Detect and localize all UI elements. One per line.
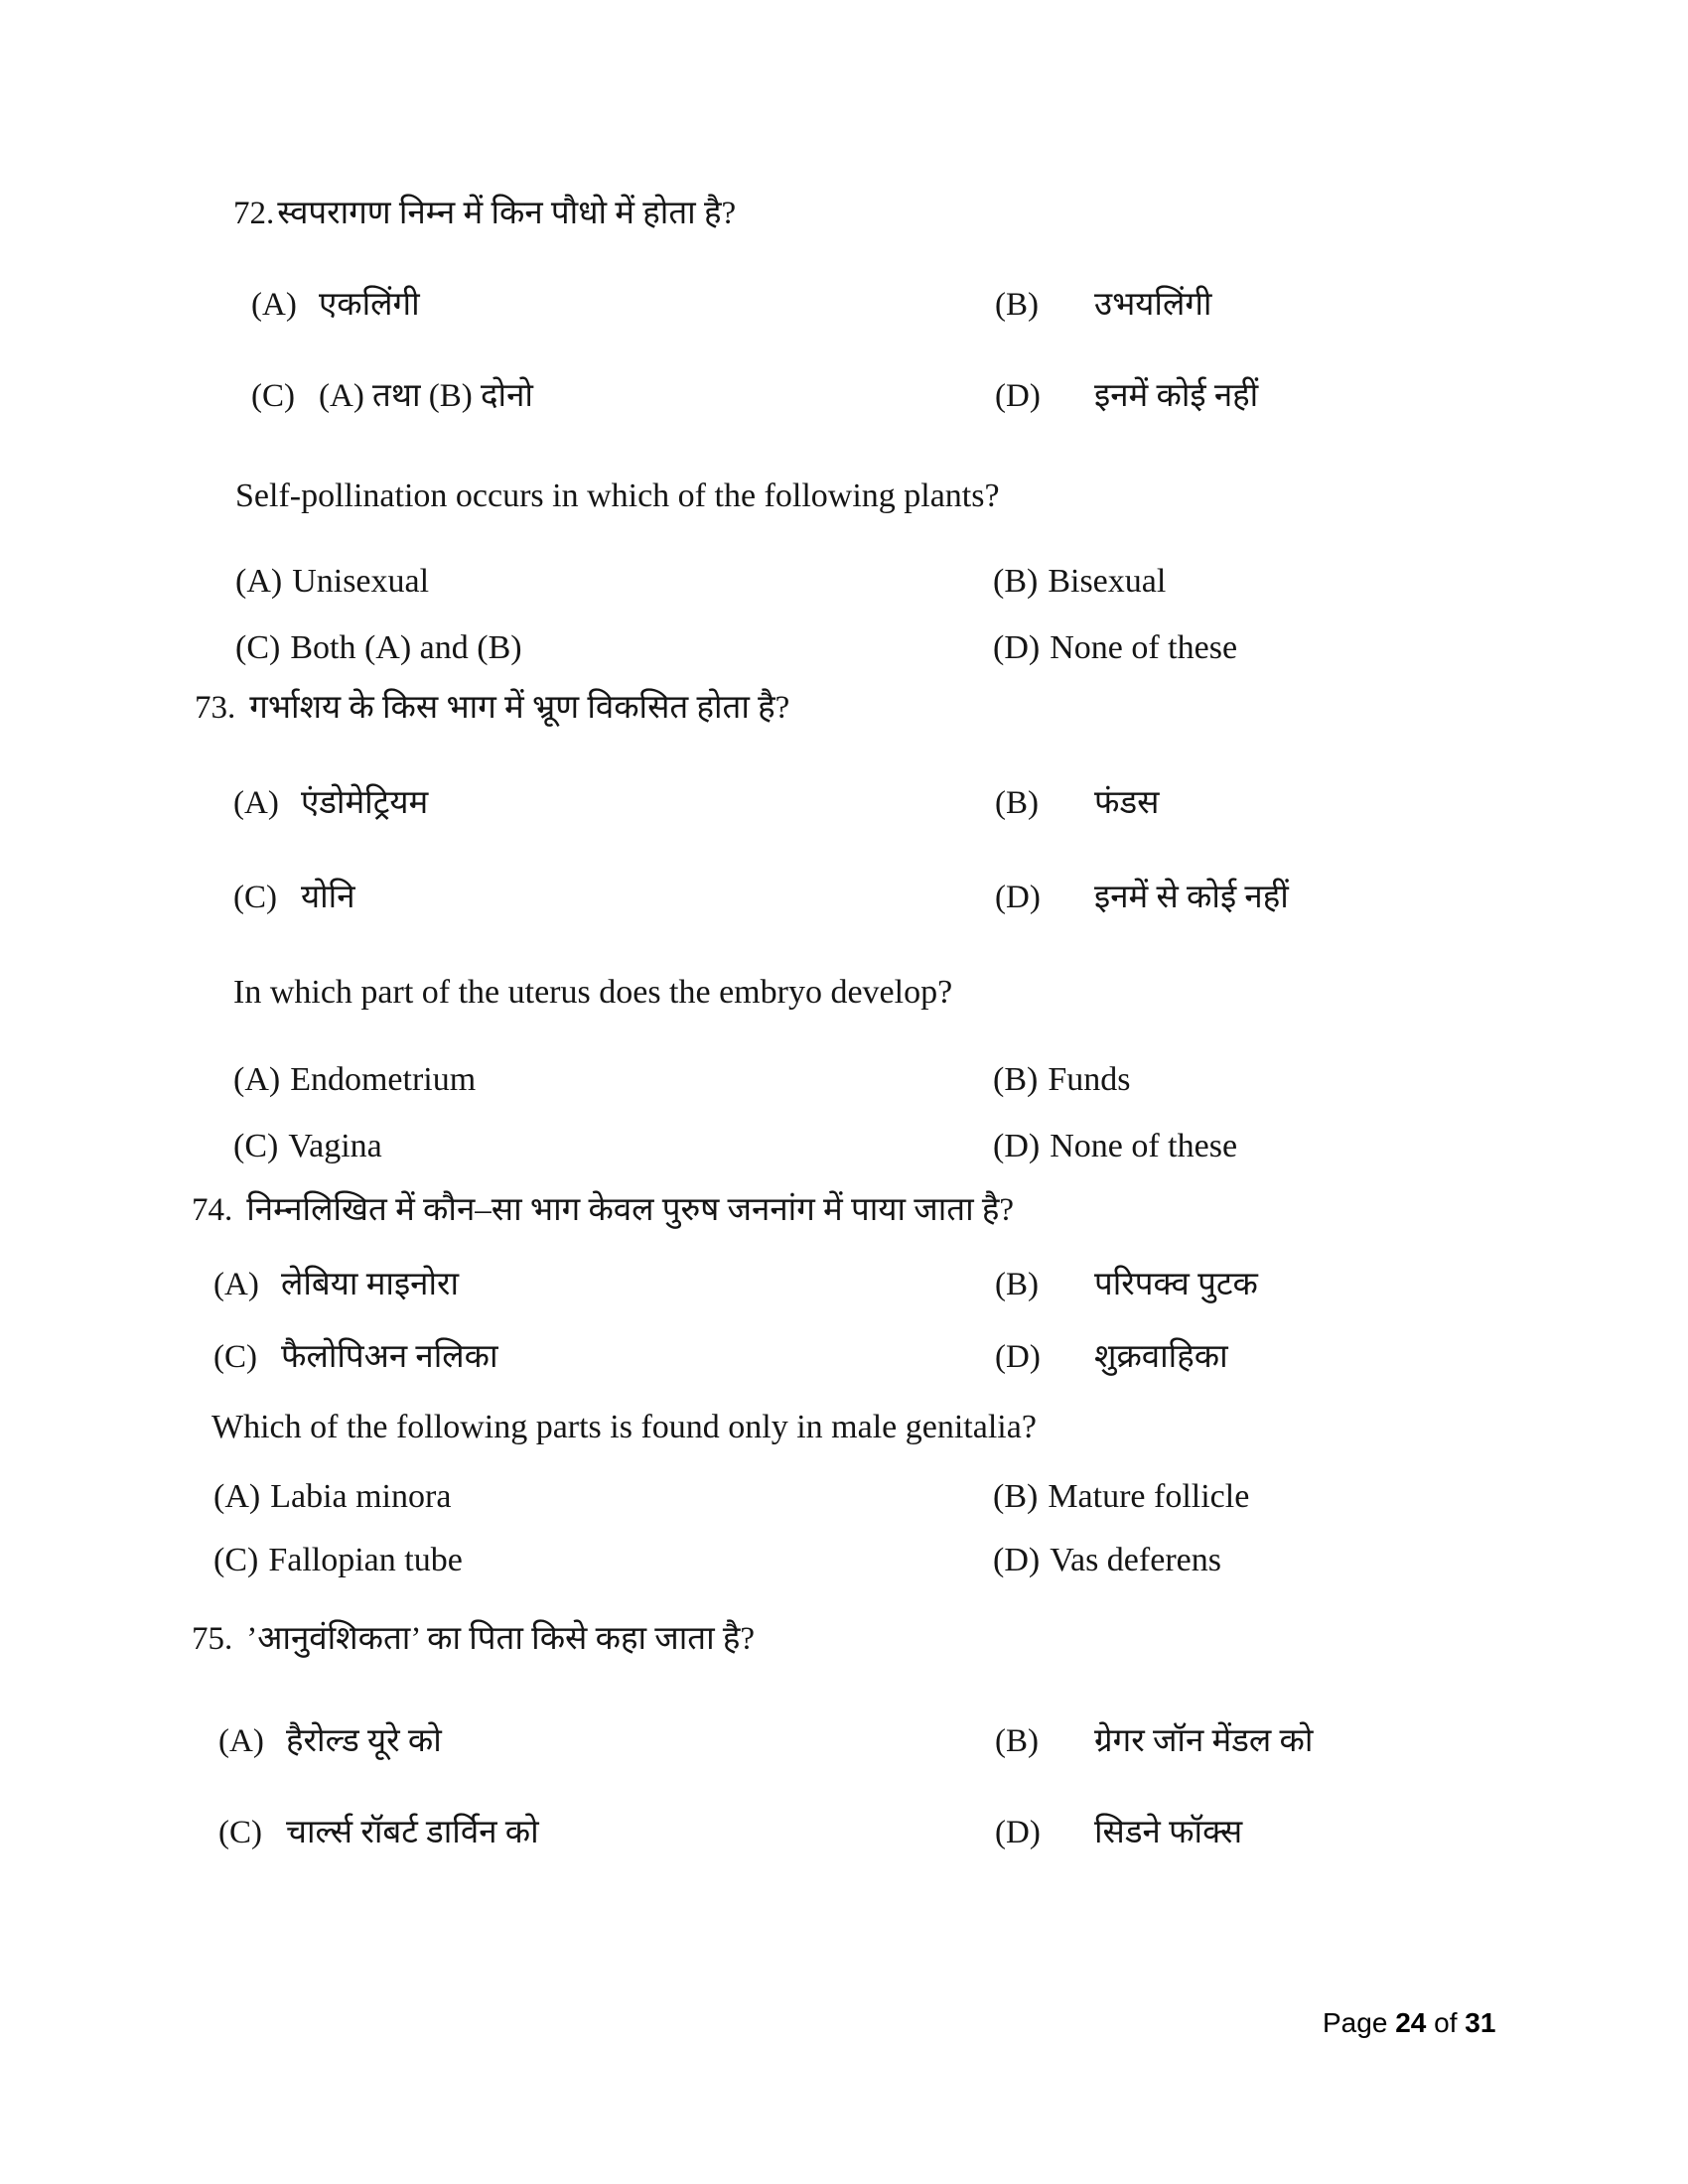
- option-text: उभयलिंगी: [1094, 287, 1212, 323]
- option-letter: (C): [251, 378, 295, 414]
- option-text: Both (A) and (B): [290, 629, 522, 666]
- q74-hindi-option-b: [995, 1266, 1258, 1305]
- footer-page-label: Page: [1323, 2007, 1388, 2038]
- q72-english-option-b: [993, 562, 1166, 603]
- option-letter: (A): [213, 1478, 261, 1515]
- question-75-hindi-text: ’आनुवंशिकता’ का पिता किसे कहा जाता है?: [246, 1621, 756, 1657]
- q72-english-option-a: [235, 562, 429, 603]
- option-letter: (B): [995, 287, 1039, 323]
- q74-english-option-d: [993, 1541, 1221, 1581]
- option-text: इनमें से कोई नहीं: [1094, 880, 1289, 915]
- option-text: फंडस: [1094, 785, 1160, 821]
- question-75-hindi: [192, 1620, 755, 1660]
- option-letter: (A): [251, 287, 297, 323]
- option-letter: (D): [995, 378, 1041, 414]
- q73-hindi-option-a: [233, 784, 428, 824]
- question-74-hindi-text: निम्नलिखित में कौन–सा भाग केवल पुरुष जननांग में पाया जाता है?: [246, 1192, 1015, 1228]
- q74-hindi-option-a: [213, 1266, 459, 1305]
- option-letter: (A): [218, 1723, 264, 1759]
- option-text: Endometrium: [290, 1061, 477, 1098]
- q72-english-option-d: [993, 628, 1237, 669]
- option-letter: (D): [995, 880, 1041, 915]
- question-74-hindi: [192, 1191, 1014, 1231]
- option-letter: (C): [213, 1339, 257, 1375]
- option-text: Vagina: [288, 1128, 382, 1164]
- option-letter: (D): [993, 629, 1041, 666]
- q74-hindi-option-d: [995, 1338, 1228, 1378]
- option-text: चार्ल्स रॉबर्ट डार्विन को: [286, 1815, 539, 1850]
- footer-of-label: of: [1434, 2007, 1458, 2038]
- option-letter: (B): [993, 563, 1039, 600]
- q72-hindi-option-b: [995, 286, 1211, 326]
- option-text: Mature follicle: [1048, 1478, 1250, 1515]
- q74-english-option-a: [213, 1477, 451, 1518]
- option-text: शुक्रवाहिका: [1094, 1339, 1228, 1375]
- q72-hindi-option-c: [251, 377, 533, 417]
- q72-english-option-c: [235, 628, 522, 669]
- option-letter: (A): [235, 563, 283, 600]
- question-73-hindi-text: गर्भाशय के किस भाग में भ्रूण विकसित होता है?: [249, 690, 790, 726]
- option-text: परिपक्व पुटक: [1094, 1267, 1258, 1302]
- option-text: एंडोमेट्रियम: [301, 785, 429, 821]
- option-letter: (B): [995, 785, 1039, 821]
- option-text: None of these: [1050, 1128, 1238, 1164]
- page-footer: [1323, 2007, 1495, 2039]
- option-text: None of these: [1050, 629, 1238, 666]
- option-text: लेबिया माइनोरा: [281, 1267, 460, 1302]
- question-73-number: 73.: [195, 690, 236, 726]
- option-letter: (D): [995, 1815, 1041, 1850]
- question-73-english: In which part of the uterus does the embryo develop?: [233, 974, 953, 1011]
- option-text: इनमें कोई नहीं: [1094, 378, 1259, 414]
- option-letter: (B): [995, 1723, 1039, 1759]
- q74-hindi-option-c: [213, 1338, 498, 1378]
- option-letter: (C): [213, 1542, 259, 1578]
- option-letter: (A): [233, 1061, 281, 1098]
- q73-hindi-option-d: [995, 879, 1289, 918]
- footer-current-page: 24: [1395, 2007, 1427, 2038]
- option-letter: (A): [213, 1267, 259, 1302]
- option-text: फैलोपिअन नलिका: [281, 1339, 498, 1375]
- question-75-number: 75.: [192, 1621, 233, 1657]
- question-72-english: Self-pollination occurs in which of the following plants?: [235, 478, 1000, 514]
- option-letter: (D): [993, 1542, 1041, 1578]
- question-72-number: 72.: [233, 196, 275, 231]
- option-letter: (C): [218, 1815, 262, 1850]
- option-letter: (D): [993, 1128, 1041, 1164]
- option-letter: (C): [235, 629, 281, 666]
- q74-english-option-b: [993, 1477, 1249, 1518]
- option-text: ग्रेगर जॉन मेंडल को: [1094, 1723, 1314, 1759]
- option-letter: (B): [993, 1478, 1039, 1515]
- q75-hindi-option-a: [218, 1722, 442, 1762]
- option-text: Labia minora: [270, 1478, 452, 1515]
- option-letter: (C): [233, 880, 277, 915]
- option-text: हैरोल्ड यूरे को: [286, 1723, 442, 1759]
- option-letter: (A): [233, 785, 279, 821]
- q73-hindi-option-b: [995, 784, 1159, 824]
- option-letter: (D): [995, 1339, 1041, 1375]
- question-72-hindi: [233, 195, 736, 234]
- q73-english-option-c: [233, 1127, 382, 1167]
- question-74-number: 74.: [192, 1192, 233, 1228]
- option-letter: (B): [995, 1267, 1039, 1302]
- option-text: Fallopian tube: [268, 1542, 463, 1578]
- option-letter: (C): [233, 1128, 279, 1164]
- option-text: Unisexual: [292, 563, 430, 600]
- option-text: (A) तथा (B) दोनो: [319, 378, 533, 414]
- question-72-hindi-text: स्वपरागण निम्न में किन पौधो में होता है?: [277, 196, 737, 231]
- q75-hindi-option-b: [995, 1722, 1313, 1762]
- option-text: Funds: [1048, 1061, 1131, 1098]
- q73-english-option-d: [993, 1127, 1237, 1167]
- option-text: योनि: [301, 880, 355, 915]
- q72-hindi-option-a: [251, 286, 420, 326]
- question-73-hindi: [195, 689, 789, 729]
- q73-english-option-a: [233, 1060, 476, 1101]
- option-text: सिडने फॉक्स: [1094, 1815, 1243, 1850]
- q73-hindi-option-c: [233, 879, 355, 918]
- option-text: Bisexual: [1048, 563, 1167, 600]
- q74-english-option-c: [213, 1541, 463, 1581]
- question-74-english: Which of the following parts is found only in male genitalia?: [211, 1409, 1037, 1445]
- q72-hindi-option-d: [995, 377, 1258, 417]
- footer-total-pages: 31: [1465, 2007, 1496, 2038]
- q73-english-option-b: [993, 1060, 1130, 1101]
- q75-hindi-option-c: [218, 1814, 539, 1853]
- q75-hindi-option-d: [995, 1814, 1242, 1853]
- option-letter: (B): [993, 1061, 1039, 1098]
- option-text: एकलिंगी: [319, 287, 420, 323]
- option-text: Vas deferens: [1050, 1542, 1221, 1578]
